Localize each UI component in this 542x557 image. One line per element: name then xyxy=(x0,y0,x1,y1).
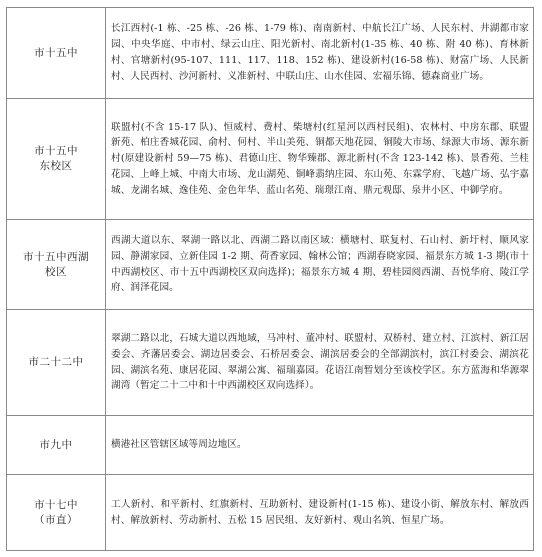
school-name: 市十五中西湖 xyxy=(23,250,89,263)
school-campus: 东校区 xyxy=(39,160,73,172)
school-note: （市直） xyxy=(34,513,78,526)
school-name: 市十五中 xyxy=(34,46,78,59)
district-area-cell: 横港社区管辖区域等周边地区。 xyxy=(106,416,534,475)
school-name: 市十七中 xyxy=(34,498,78,511)
district-area-cell: 联盟村(不含 15-17 队)、恒威村、费村、柴塘村(红星河以西村民组)、农林村、中房东郡、联盟新苑、柏庄香城花园、俞村、何村、半山美苑、铜都天地花园、铜陵大市场、绿源大市场、源东新村(原建设新村 59—75 栋)、君德山庄、物华臻郡、源北新村(不含 123-142 栋)、景香苑、兰桂花园、上峰上城、中南大市场、龙山湖苑、铜峰翡纳庄园、东山苑、东霖学府、飞越广场、弘宇嘉城、龙湖名城、逸佳苑、金色年华、蓝山名苑、瑞璟江南、鼎元观邸、泉井小区、中御学府。 xyxy=(106,99,534,220)
district-area-cell: 西湖大道以东、翠湖一路以北、西湖二路以南区域：横塘村、联复村、石山村、新圩村、顺风家园、静湖家园、立新佳园 1-2 期、荷香家园、翰林公馆；西湖春晓家园、福景东方城 1-3 期(市十中西湖校区、市十五中西湖校区双向选择)；福景东方城 4 期、碧桂园阅西湖、吾悦华府、陵江学府、润泽花园。 xyxy=(106,220,534,310)
table-row xyxy=(7,475,534,551)
table-row xyxy=(7,416,534,475)
school-name-cell xyxy=(7,99,106,220)
school-name-cell xyxy=(7,475,106,551)
school-name-cell xyxy=(7,310,106,416)
district-area-cell: 翠湖二路以北，石城大道以西地域，马冲村、董冲村、联盟村、双桥村、建立村、江滨村、新江居委会、齐藩居委会、湖边居委会、石桥居委会、湖滨居委会的全部湖滨村，滨江村委会、湖滨花园、湖滨名苑、康居花园、翠湖公寓、福瑞嘉园。花语江南暂划分至该校学区。东方蓝海和华源翠湖湾（暂定二十二中和十中西湖校区双向选择）。 xyxy=(106,310,534,416)
school-name-cell xyxy=(7,8,106,99)
school-name: 市九中 xyxy=(39,438,73,451)
district-area-cell: 长江西村(-1 栋、-25 栋、-26 栋、1-79 栋)、南南新村、中航长江广场、人民东村、井湖都市家园、中央华庭、中市村、绿云山庄、阳光新村、南北新村(1-35 栋、40 栋、附 40 栋)、育林新村、官塘新村(95-107、111、117、118、152 栋)、建设新村(16-58 栋)、财富广场、人民新村、人民西村、沙河新村、义准新村、中联山庄、山水佳园、宏福乐锦、德森商业广场。 xyxy=(106,8,534,99)
school-district-table xyxy=(6,7,534,551)
table-row xyxy=(7,220,534,310)
school-name: 市二十二中 xyxy=(28,356,84,368)
school-name: 市十五中 xyxy=(34,145,78,157)
table-row xyxy=(7,8,534,99)
table-row xyxy=(7,99,534,220)
school-name-cell xyxy=(7,416,106,475)
school-name-cell xyxy=(7,220,106,310)
district-area-cell: 工人新村、和平新村、红旗新村、互助新村、建设新村(1-15 栋)、建设小街、解放东村、解放西村、解放新村、劳动新村、五松 15 居民组、友好新村、观山名筑、恒星广场。 xyxy=(106,475,534,551)
table-row xyxy=(7,310,534,416)
school-campus: 校区 xyxy=(45,265,67,278)
